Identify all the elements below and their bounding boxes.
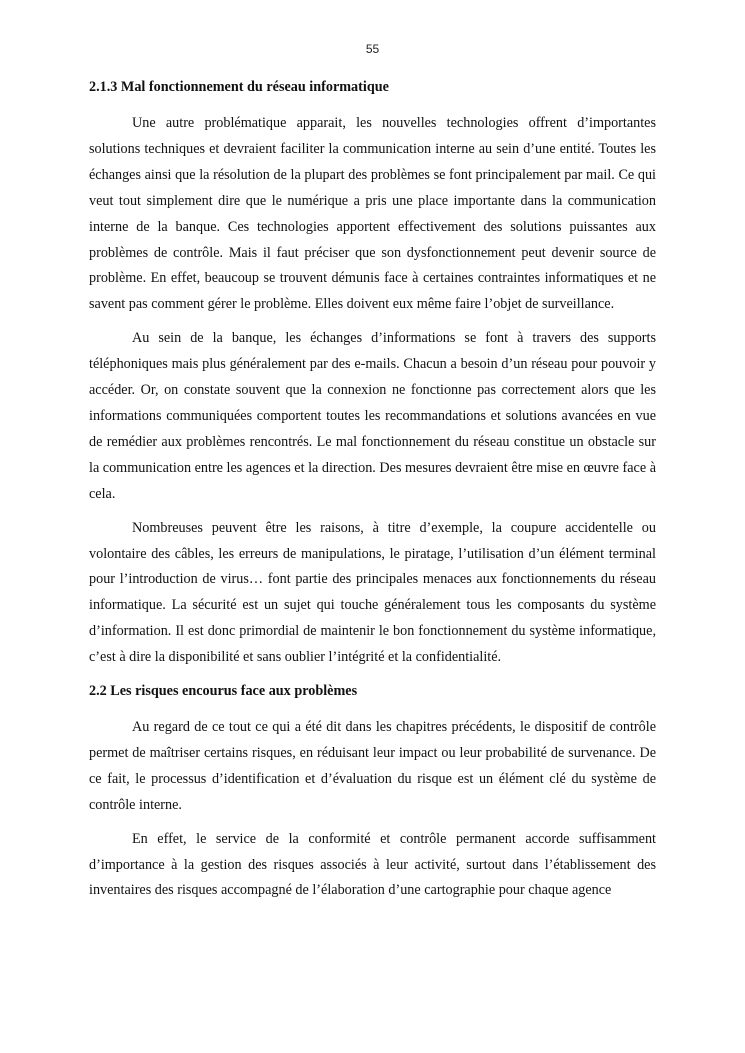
paragraph: Au regard de ce tout ce qui a été dit dans les chapitres précédents, le dispositif de contrôle permet de maîtriser certains risques, en réduisant leur impact ou leur probabilité de survenance. De ce fait, le processus d’identification et d’évaluation du risque est un élément clé du système de contrôle interne. (89, 719, 656, 813)
document-body (89, 74, 656, 904)
section-heading-2-1-3: 2.1.3 Mal fonctionnement du réseau informatique (89, 79, 389, 95)
section-heading-2-2: 2.2 Les risques encourus face aux problèmes (89, 683, 358, 700)
paragraph: Nombreuses peuvent être les raisons, à titre d’exemple, la coupure accidentelle ou volontaire des câbles, les erreurs de manipulations, le piratage, l’utilisation d’un élément terminal pour l’introduction de virus… font partie des principales menaces aux fonctionnements du réseau informatique. La sécurité est un sujet qui touche généralement tous les composants du système d’information. Il est donc primordial de maintenir le bon fonctionnement du système informatique, c’est à dire la disponibilité et sans oublier l’intégrité et la confidentialité. (89, 519, 656, 666)
paragraph: En effet, le service de la conformité et contrôle permanent accorde suffisamment d’importance à la gestion des risques associés à leur activité, surtout dans l’établissement des inventaires des risques accompagné de l’élaboration d’une cartographie pour chaque agence (89, 830, 656, 899)
page-number: 55 (365, 42, 380, 56)
paragraph: Au sein de la banque, les échanges d’informations se font à travers des supports téléphoniques mais plus généralement par des e-mails. Chacun a besoin d’un réseau pour pouvoir y accéder. Or, on constate souvent que la connexion ne fonctionne pas correctement alors que les informations communiquées comportent toutes les recommandations et solutions avancées en vue de remédier aux problèmes rencontrés. Le mal fonctionnement du réseau constitue un obstacle sur la communication entre les agences et la direction. Des mesures devraient être mise en œuvre face à cela. (89, 330, 656, 502)
paragraph: Une autre problématique apparait, les nouvelles technologies offrent d’importantes solutions techniques et devraient faciliter la communication interne au sein d’une entité. Toutes les échanges ainsi que la résolution de la plupart des problèmes se font principalement par mail. Ce qui veut tout simplement dire que le numérique a pris une place importante dans la communication interne de la banque. Ces technologies apportent effectivement des solutions puissantes aux problèmes de contrôle. Mais il faut préciser que son dysfonctionnement peut devenir source de problème. En effet, beaucoup se trouvent démunis face à certaines contraintes informatiques et ne savent pas comment gérer le problème. Elles doivent eux même faire l’objet de surveillance. (89, 115, 656, 313)
